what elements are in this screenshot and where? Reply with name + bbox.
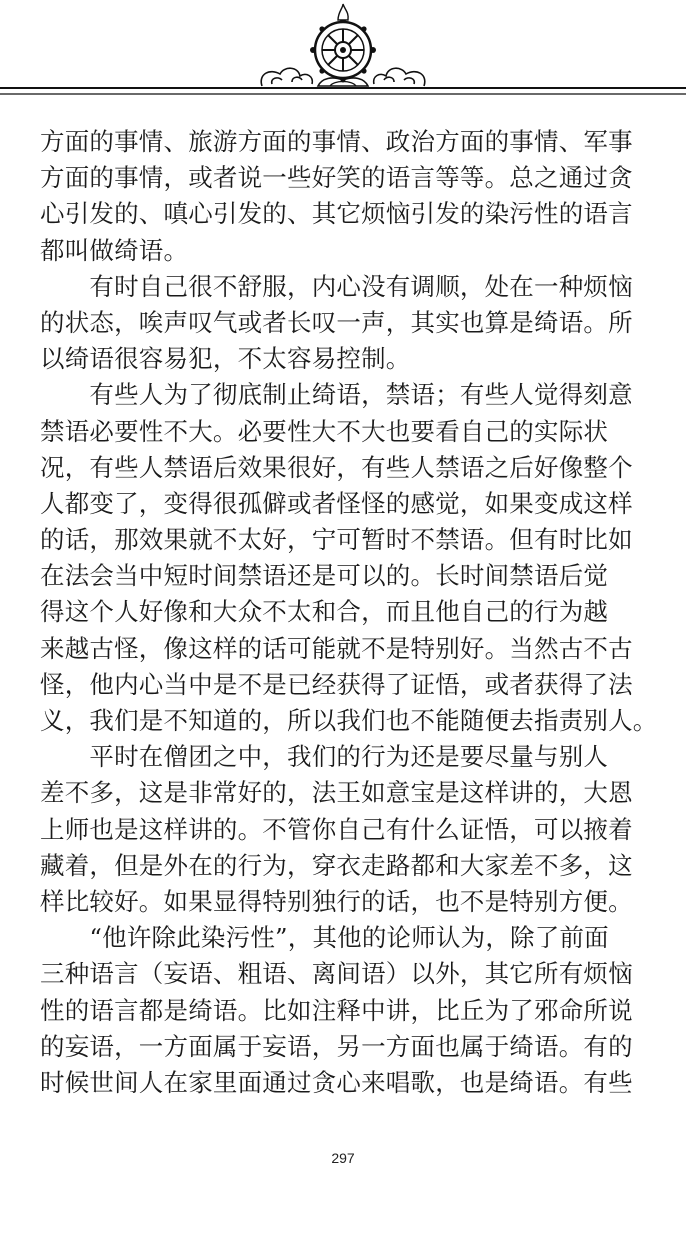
dharma-wheel-ornament-icon — [0, 0, 686, 110]
text-line: 的妄语，一方面属于妄语，另一方面也属于绮语。有的 — [40, 1031, 633, 1061]
text-line: 时候世间人在家里面通过贪心来唱歌，也是绮语。有些 — [40, 1067, 633, 1097]
text-line: 有时自己很不舒服，内心没有调顺，处在一种烦恼 — [40, 271, 633, 301]
text-line: 的话，那效果就不太好，宁可暂时不禁语。但有时比如 — [40, 525, 633, 555]
text-line: 平时在僧团之中，我们的行为还是要尽量与别人 — [40, 742, 609, 772]
text-line: 况，有些人禁语后效果很好，有些人禁语之后好像整个 — [40, 452, 633, 482]
text-line: 以绮语很容易犯，不太容易控制。 — [40, 344, 411, 374]
text-line: 方面的事情、旅游方面的事情、政治方面的事情、军事 — [40, 127, 633, 156]
text-line: “他许除此染污性”，其他的论师认为，除了前面 — [40, 923, 609, 953]
text-line: 禁语必要性不大。必要性大不大也要看自己的实际状 — [40, 416, 609, 446]
text-line: 差不多，这是非常好的，法王如意宝是这样讲的，大恩 — [40, 778, 633, 808]
text-line: 方面的事情，或者说一些好笑的语言等等。总之通过贪 — [40, 163, 633, 193]
text-line: 来越古怪，像这样的话可能就不是特别好。当然古不古 — [40, 633, 633, 663]
text-line: 的状态，唉声叹气或者长叹一声，其实也算是绮语。所 — [40, 307, 633, 337]
page-header — [0, 0, 686, 110]
text-line: 有些人为了彻底制止绮语，禁语；有些人觉得刻意 — [40, 380, 633, 410]
text-line: 怪，他内心当中是不是已经获得了证悟，或者获得了法 — [40, 669, 633, 699]
text-line: 得这个人好像和大众不太和合，而且他自己的行为越 — [40, 597, 609, 627]
body-text — [40, 124, 658, 1101]
page-number: 297 — [331, 1150, 355, 1166]
text-line: 人都变了，变得很孤僻或者怪怪的感觉，如果变成这样 — [40, 488, 633, 518]
text-line: 在法会当中短时间禁语还是可以的。长时间禁语后觉 — [40, 561, 609, 591]
text-line: 都叫做绮语。 — [40, 235, 189, 265]
text-line: 三种语言（妄语、粗语、离间语）以外，其它所有烦恼 — [40, 959, 633, 989]
text-line: 义，我们是不知道的，所以我们也不能随便去指责别人。 — [40, 706, 658, 735]
text-line: 心引发的、嗔心引发的、其它烦恼引发的染污性的语言 — [40, 199, 633, 229]
text-line: 藏着，但是外在的行为，穿衣走路都和大家差不多，这 — [40, 850, 633, 880]
text-line: 样比较好。如果显得特别独行的话，也不是特别方便。 — [40, 886, 633, 916]
text-line: 上师也是这样讲的。不管你自己有什么证悟，可以掖着 — [40, 814, 633, 844]
text-line: 性的语言都是绮语。比如注释中讲，比丘为了邪命所说 — [40, 995, 633, 1025]
